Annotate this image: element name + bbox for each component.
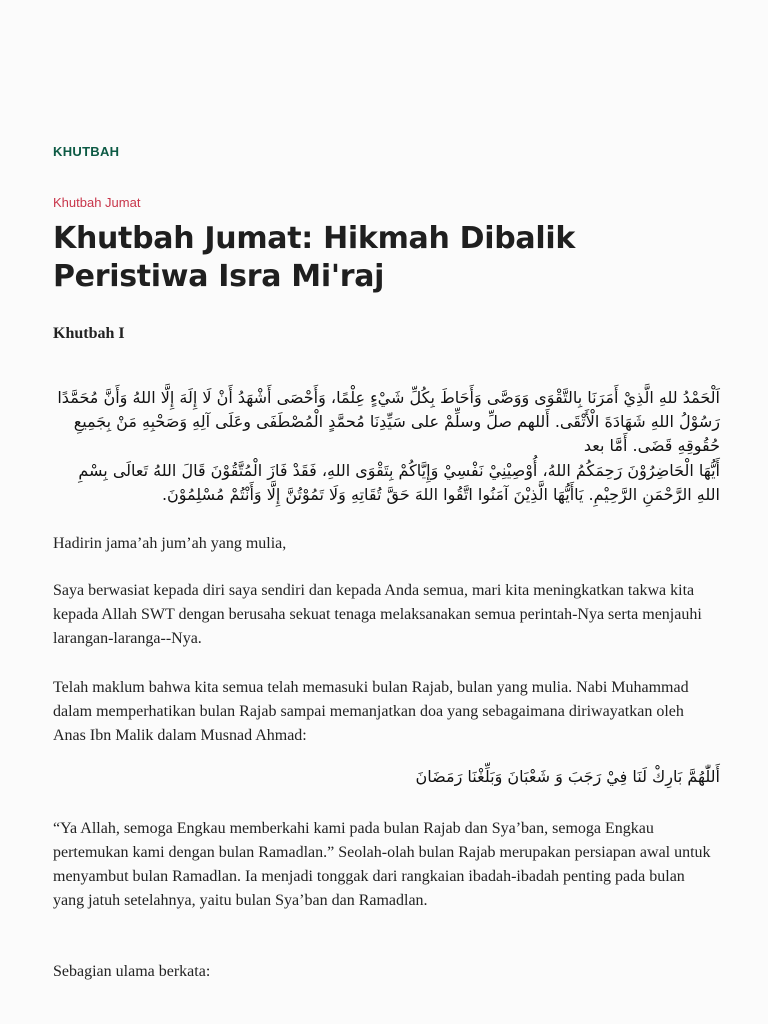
arabic-opening-paragraph-2: أَيُّهَا الْحَاضِرُوْنَ رَحِمَكُمُ اللهُ، أُوْصِيْنِيْ نَفْسِيْ وَإِيَّاكُمْ بِتَقْوَى اللهِ، فَقَدْ فَازَ الْمُتَّقُوْنَ قَالَ اللهُ تَعالَى بِسْمِ اللهِ الرَّحْمَنِ الرَّحِيْمِ. يَاأَيُّهَا الَّذِيْنَ آمَنُوا اتَّقُوا اللهَ حَقَّ تُقَاتِهِ وَلَا تَمُوْتُنَّ إِلَّا وَأَنْتُمْ مُسْلِمُوْنَ. [78, 461, 720, 504]
meaning-paragraph: “Ya Allah, semoga Engkau memberkahi kami pada bulan Rajab dan Sya’ban, semoga Engkau pertemukan kami dengan bulan Ramadlan.” Seolah-olah bulan Rajab merupakan persiapan awal untuk menyambut bulan Ramadlan. Ia menjadi tonggak dari rangkaian ibadah-ibadah penting pada bulan yang jatuh setelahnya, yaitu bulan Sya’ban dan Ramadlan. [53, 820, 711, 909]
ulama-paragraph: Sebagian ulama berkata: [53, 963, 211, 980]
category-link[interactable]: KHUTBAH [53, 144, 120, 159]
section-heading: Khutbah I [53, 325, 125, 342]
rajab-paragraph: Telah maklum bahwa kita semua telah memasuki bulan Rajab, bulan yang mulia. Nabi Muhammad dalam memperhatikan bulan Rajab sampai memanjatkan doa yang sebagaimana diriwayatkan oleh Anas Ibn Malik dalam Musnad Ahmad: [53, 679, 689, 744]
subcategory-link[interactable]: Khutbah Jumat [53, 195, 141, 210]
arabic-doa: أَللّٰهُمَّ بَارِكْ لَنَا فِيْ رَجَبَ وَ شَعْبَانَ وَبَلِّغْنَا رَمَضَانَ [415, 767, 720, 786]
greeting-paragraph: Hadirin jama’ah jum’ah yang mulia, [53, 535, 287, 552]
wasiat-paragraph: Saya berwasiat kepada diri saya sendiri dan kepada Anda semua, mari kita meningkatkan takwa kita kepada Allah SWT dengan berusaha sekuat tenaga melaksanakan semua perintah-Nya serta menjauhi larangan-laranga--Nya. [53, 582, 702, 647]
article-title: Khutbah Jumat: Hikmah Dibalik Peristiwa Isra Mi'raj [53, 221, 575, 294]
arabic-opening-paragraph-1: اَلْحَمْدُ للهِ الَّذِيْ أَمَرَنَا بِالتَّقْوَى وَوَصَّى وَأَحَاطَ بِكُلِّ شَيْءٍ عِلْمًا، وَأَحْصَى أَشْهَدُ أَنْ لَا إِلَهَ إِلَّا اللهُ وَأَنَّ مُحَمَّدًا رَسُوْلُ اللهِ شَهَادَةَ الْأَتْقَى. أَللهم صلِّ وسلِّمْ على سَيِّدِنَا مُحمَّدٍ الْمُصْطَفَى وعَلَى آلِهِ وَصَحْبِهِ مَنْ بِجَمِيعِ حُقُوقِهِ قَضَى. أَمَّا بعد [57, 388, 720, 455]
